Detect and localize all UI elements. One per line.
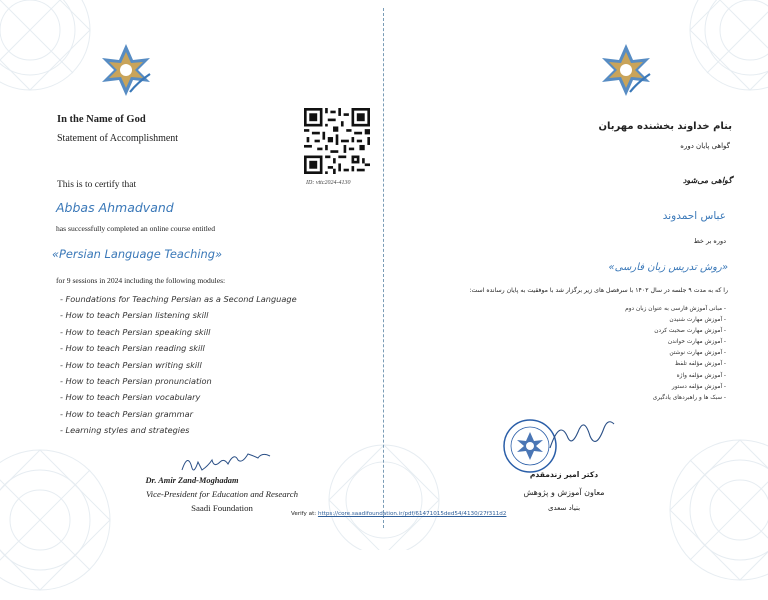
list-item: - آموزش مهارت خواندن: [667, 339, 726, 346]
verify-link[interactable]: https://core.saadifoundation.ir/pdf/61471015ded54/4130/27f311d2: [317, 511, 507, 517]
subheader: Statement of Accomplishment: [57, 133, 179, 144]
recipient-name-fa: عباس احمدوند: [662, 210, 726, 222]
list-item: - How to teach Persian grammar: [60, 408, 194, 419]
list-item: - مبانی آموزش فارسی به عنوان زبان دوم: [625, 306, 726, 312]
signature-english: [178, 450, 278, 474]
verify-label: Verify at:: [291, 511, 317, 517]
signatory-title-fa: معاون آموزش و پژوهش: [523, 488, 605, 497]
signatory-name-fa: دکتر امیر زندمقدم: [529, 470, 599, 479]
list-item: - آموزش مؤلفه دستور: [671, 383, 726, 390]
subheader-fa: گواهی پایان دوره: [680, 142, 730, 150]
list-item: - How to teach Persian writing skill: [60, 359, 202, 370]
list-item: - آموزش مهارت نوشتن: [669, 350, 726, 357]
signatory-name: Dr. Amir Zand-Moghadam: [145, 476, 239, 485]
certify-fa: گواهی می‌شود: [682, 176, 732, 185]
list-item: - How to teach Persian vocabulary: [60, 392, 201, 403]
list-item: - آموزش مؤلفه واژه: [676, 372, 726, 379]
qr-code[interactable]: [304, 108, 370, 174]
saadi-foundation-logo: [596, 40, 656, 104]
signatory-org-fa: بنیاد سعدی: [547, 504, 581, 512]
list-item: - آموزش مؤلفه تلفظ: [674, 361, 726, 368]
english-certificate: [0, 0, 384, 543]
list-item: - سبک ها و راهبردهای یادگیری: [652, 394, 726, 401]
list-item: - How to teach Persian listening skill: [60, 310, 209, 321]
recipient-name: Abbas Ahmadvand: [56, 200, 174, 215]
saadi-foundation-logo: [96, 40, 156, 104]
list-item: - How to teach Persian speaking skill: [60, 326, 211, 337]
signature-persian: [544, 412, 624, 456]
verify-footer: [291, 511, 506, 517]
course-label-fa: دوره بر خط: [693, 237, 726, 245]
list-item: - Learning styles and strategies: [60, 425, 190, 436]
sessions-text: for 9 sessions in 2024 including the following modules:: [56, 276, 226, 285]
certify-text: This is to certify that: [57, 180, 137, 190]
list-item: - How to teach Persian pronunciation: [60, 375, 212, 386]
certificate-id: ID: vttc2024-4130: [306, 180, 351, 186]
course-title-fa: «روش تدریس زبان فارسی»: [608, 262, 728, 273]
module-list: [60, 291, 297, 439]
persian-certificate: [384, 0, 768, 543]
course-title: «Persian Language Teaching»: [52, 247, 223, 261]
signatory-title: Vice-President for Education and Research: [145, 489, 299, 499]
sessions-fa: را که به مدت ۹ جلسه در سال ۱۴۰۲ با سرفصل های زیر برگزار شد با موفقیت به پایان رسانده است:: [469, 287, 728, 294]
completed-text: has successfully completed an online course entitled: [56, 224, 215, 233]
list-item: - How to teach Persian reading skill: [60, 343, 205, 354]
header-title: In the Name of God: [57, 114, 146, 125]
list-item: - Foundations for Teaching Persian as a Second Language: [60, 294, 297, 304]
list-item: - آموزش مهارت شنیدن: [669, 317, 726, 324]
signatory-org: Saadi Foundation: [191, 503, 253, 513]
module-list-fa: [486, 304, 726, 404]
list-item: - آموزش مهارت صحبت کردن: [654, 328, 726, 335]
header-fa: بنام خداوند بخشنده مهربان: [598, 121, 732, 132]
